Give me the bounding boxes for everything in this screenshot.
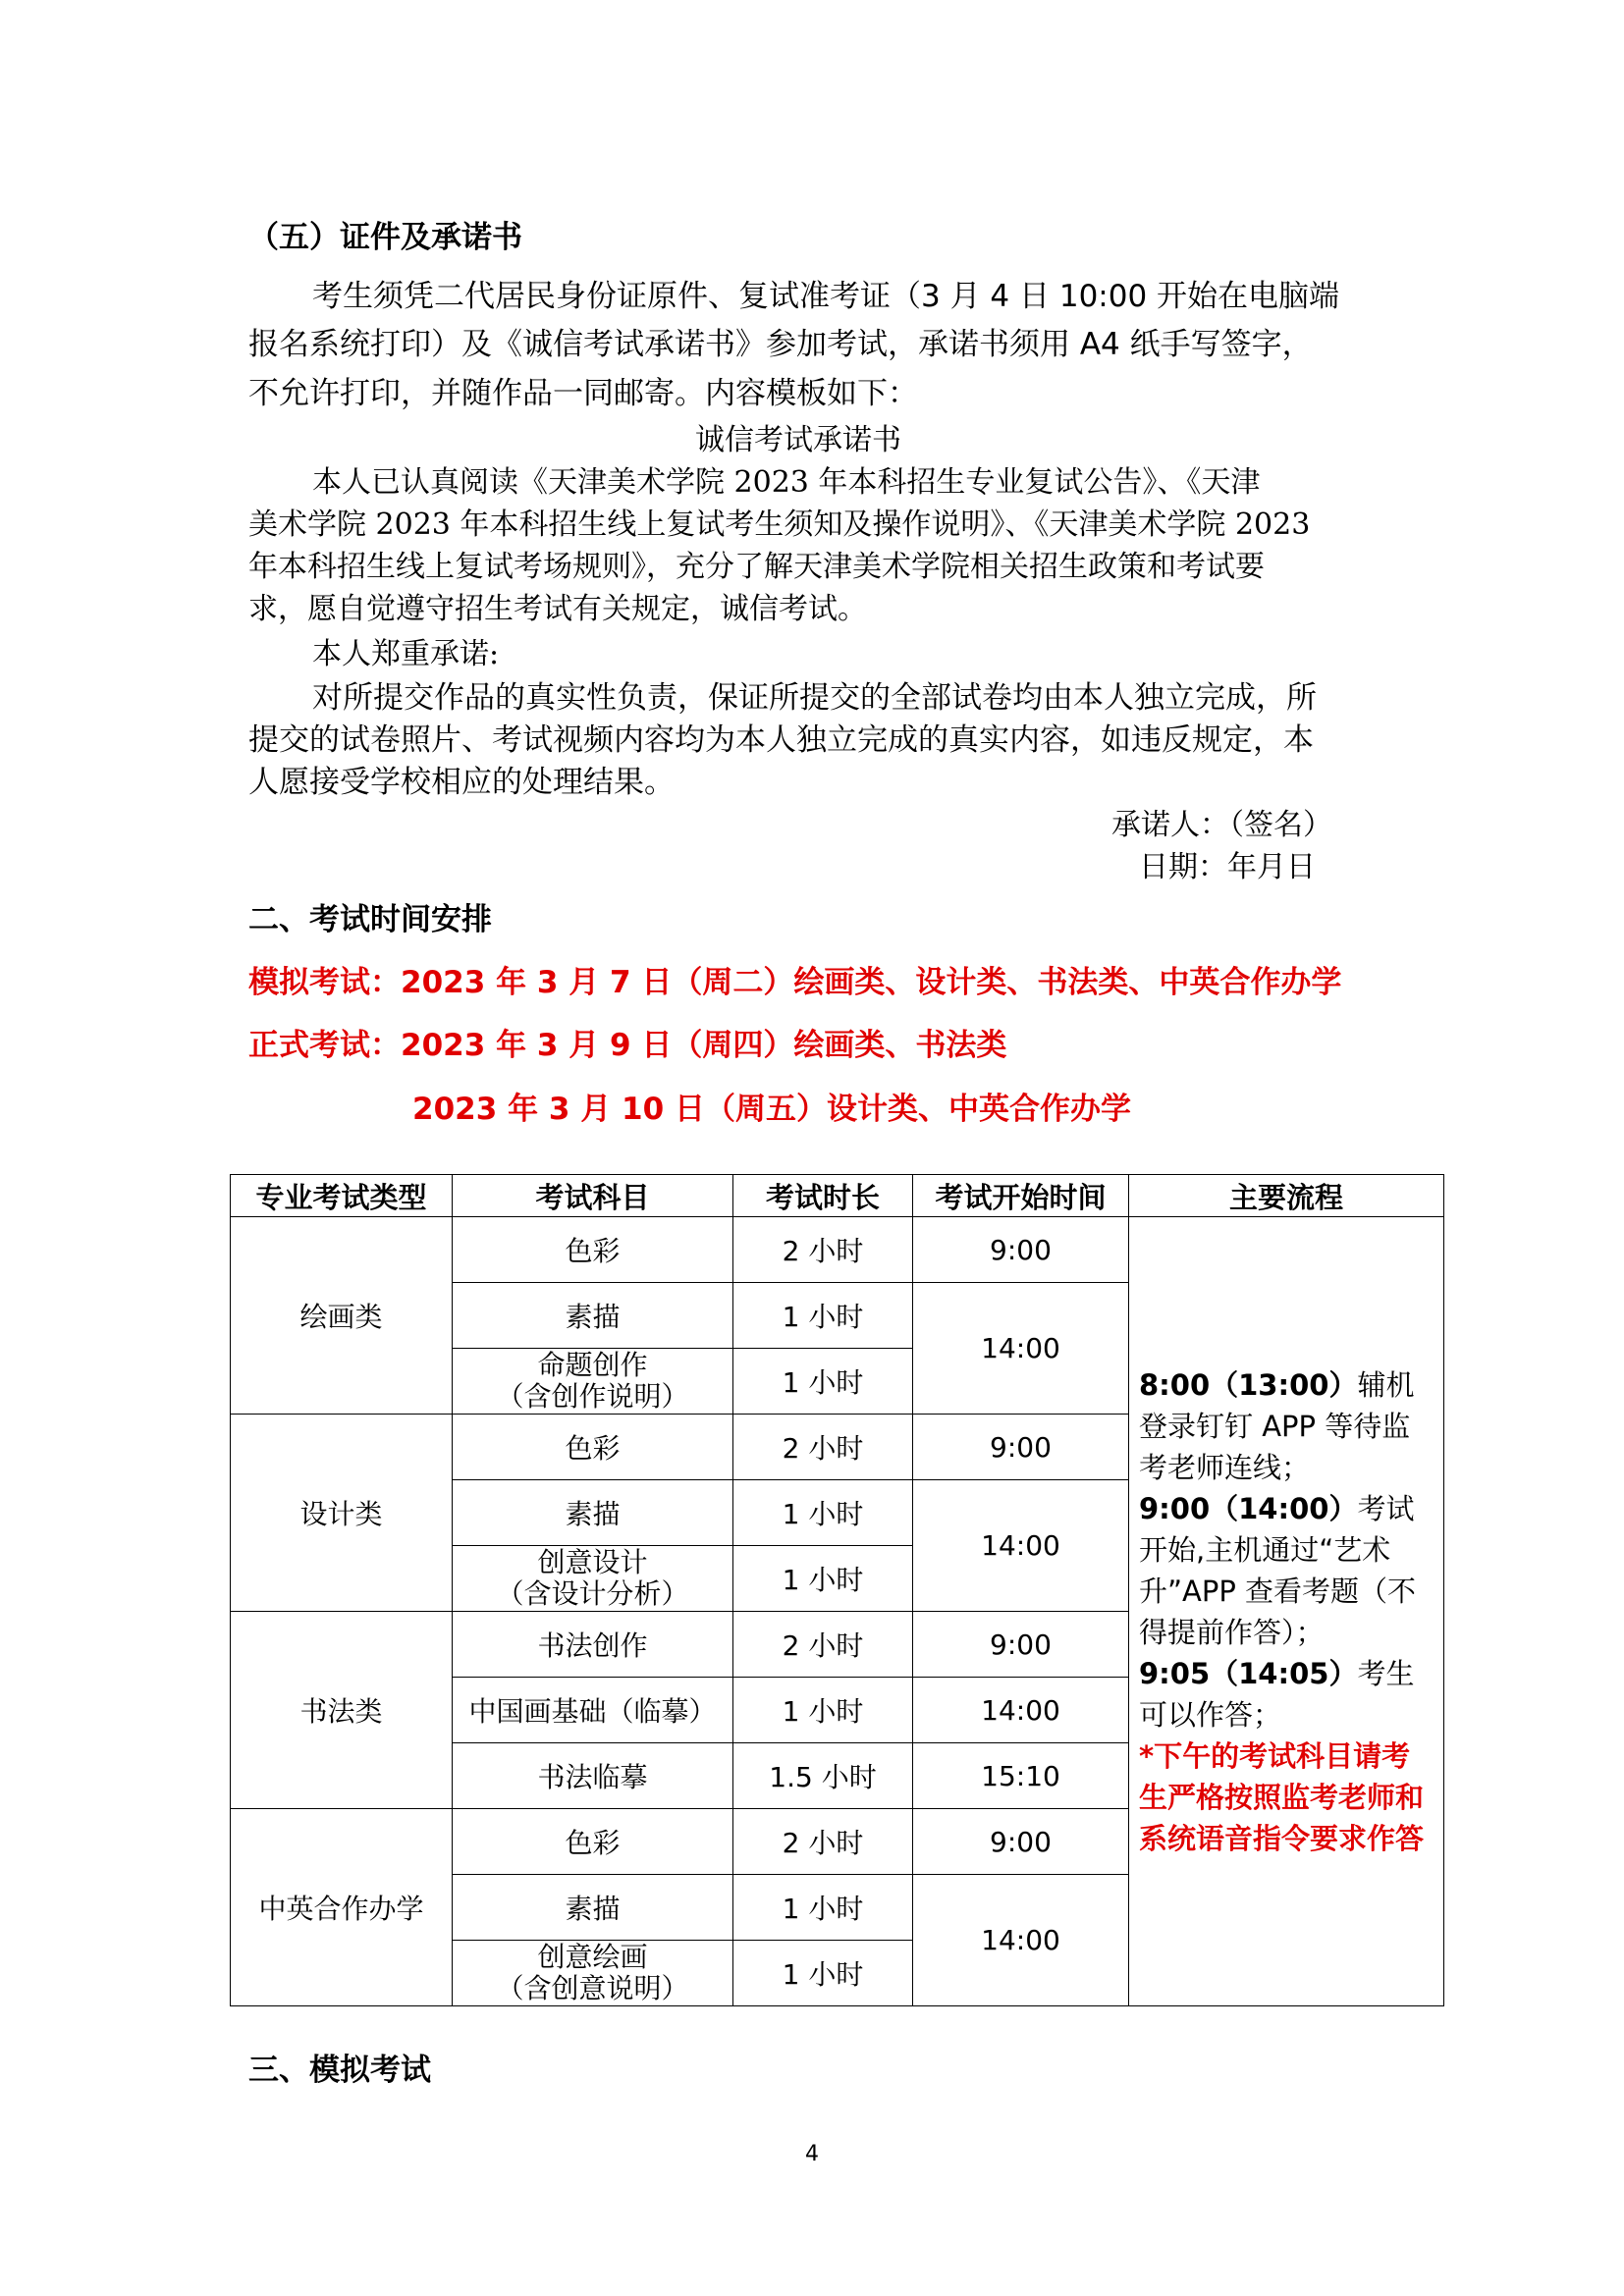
col-header-subject: 考试科目 <box>453 1175 733 1217</box>
pledge-p3-line-3: 人愿接受学校相应的处理结果。 <box>248 765 675 800</box>
subject-cell: 书法创作 <box>453 1612 733 1678</box>
pledge-p1-line-4: 求，愿自觉遵守招生考试有关规定，诚信考试。 <box>248 592 867 626</box>
duration-cell: 2 小时 <box>733 1217 913 1283</box>
start-time-cell: 14:00 <box>913 1480 1129 1612</box>
page-number: 4 <box>805 2142 819 2166</box>
subject-cell: 书法临摹 <box>453 1743 733 1809</box>
col-header-start: 考试开始时间 <box>913 1175 1129 1217</box>
duration-cell: 2 小时 <box>733 1809 913 1875</box>
formal-exam-line-1: 正式考试：2023 年 3 月 9 日（周四）绘画类、书法类 <box>248 1028 1007 1063</box>
intro-line-3: 不允许打印，并随作品一同邮寄。内容模板如下： <box>248 376 918 411</box>
start-time-cell: 14:00 <box>913 1875 1129 2006</box>
mock-exam-line: 模拟考试：2023 年 3 月 7 日（周二）绘画类、设计类、书法类、中英合作办学 <box>248 965 1342 1000</box>
start-time-cell: 9:00 <box>913 1809 1129 1875</box>
subject-cell: 素描 <box>453 1283 733 1349</box>
pledge-p1-line-1: 本人已认真阅读《天津美术学院 2023 年本科招生专业复试公告》、《天津 <box>312 465 1261 500</box>
duration-cell: 1 小时 <box>733 1283 913 1349</box>
pledge-p1-line-3: 年本科招生线上复试考场规则》，充分了解天津美术学院相关招生政策和考试要 <box>248 550 1265 584</box>
pledge-p3-line-1: 对所提交作品的真实性负责，保证所提交的全部试卷均由本人独立完成，所 <box>312 680 1317 716</box>
table-header-row <box>231 1175 1444 1217</box>
col-header-flow: 主要流程 <box>1129 1175 1444 1217</box>
flow-step-1 <box>1139 1364 1434 1488</box>
pledge-p2: 本人郑重承诺: <box>312 637 500 671</box>
subject-note: （含设计分析） <box>496 1577 689 1610</box>
duration-cell: 1 小时 <box>733 1349 913 1415</box>
flow-step-2 <box>1139 1488 1434 1653</box>
flow-step-1-text: 辅机登录钉钉 APP 等待监考老师连线； <box>1139 1367 1415 1484</box>
duration-cell: 2 小时 <box>733 1415 913 1480</box>
subject-note: （含创作说明） <box>496 1380 689 1413</box>
duration-cell: 1.5 小时 <box>733 1743 913 1809</box>
flow-step-3-text: 考生可以作答； <box>1139 1656 1415 1732</box>
pledge-title: 诚信考试承诺书 <box>695 423 901 457</box>
exam-type-cell: 书法类 <box>231 1612 453 1809</box>
start-time-cell: 9:00 <box>913 1612 1129 1678</box>
subject-cell: 素描 <box>453 1875 733 1941</box>
exam-type-cell: 绘画类 <box>231 1217 453 1415</box>
duration-cell: 1 小时 <box>733 1875 913 1941</box>
duration-cell: 1 小时 <box>733 1546 913 1612</box>
section5-heading: （五）证件及承诺书 <box>248 220 522 255</box>
flow-step-1-time: 8:00（13:00） <box>1139 1367 1358 1402</box>
subject-cell: 色彩 <box>453 1217 733 1283</box>
pledge-date: 日期：年月日 <box>1139 850 1316 884</box>
table-row <box>231 1217 1444 1283</box>
start-time-cell: 14:00 <box>913 1283 1129 1415</box>
pledge-p1-line-2: 美术学院 2023 年本科招生线上复试考生须知及操作说明》、《天津美术学院 2023 <box>248 507 1311 542</box>
subject-cell <box>453 1941 733 2006</box>
subject-cell: 中国画基础（临摹） <box>453 1678 733 1743</box>
duration-cell: 1 小时 <box>733 1678 913 1743</box>
start-time-cell: 14:00 <box>913 1678 1129 1743</box>
subject-cell: 色彩 <box>453 1415 733 1480</box>
subject-note: （含创意说明） <box>496 1972 689 2004</box>
section2-heading: 二、考试时间安排 <box>248 902 492 937</box>
subject-cell: 素描 <box>453 1480 733 1546</box>
flow-step-3 <box>1139 1653 1434 1735</box>
duration-cell: 1 小时 <box>733 1941 913 2006</box>
flow-step-3-time: 9:05（14:05） <box>1139 1656 1358 1690</box>
flow-step-2-time: 9:00（14:00） <box>1139 1491 1358 1525</box>
subject-line: 命题创作 <box>537 1349 648 1381</box>
subject-cell <box>453 1349 733 1415</box>
start-time-cell: 9:00 <box>913 1415 1129 1480</box>
exam-type-cell: 中英合作办学 <box>231 1809 453 2006</box>
intro-line-2: 报名系统打印）及《诚信考试承诺书》参加考试，承诺书须用 A4 纸手写签字， <box>248 327 1313 362</box>
subject-line: 创意绘画 <box>537 1941 648 1973</box>
flow-step-2-text: 考试开始,主机通过“艺术升”APP 查看考题（不得提前作答）； <box>1139 1491 1417 1649</box>
subject-cell <box>453 1546 733 1612</box>
main-flow-cell <box>1129 1217 1444 2006</box>
exam-schedule-table <box>230 1174 1444 2006</box>
duration-cell: 1 小时 <box>733 1480 913 1546</box>
section3-heading: 三、模拟考试 <box>248 2053 431 2088</box>
pledge-p3-line-2: 提交的试卷照片、考试视频内容均为本人独立完成的真实内容，如违反规定，本 <box>248 722 1314 758</box>
exam-type-cell: 设计类 <box>231 1415 453 1612</box>
col-header-duration: 考试时长 <box>733 1175 913 1217</box>
subject-line: 创意设计 <box>537 1546 648 1578</box>
subject-cell: 色彩 <box>453 1809 733 1875</box>
start-time-cell: 9:00 <box>913 1217 1129 1283</box>
flow-warning: *下午的考试科目请考生严格按照监考老师和系统语音指令要求作答 <box>1139 1738 1425 1855</box>
formal-exam-line-2: 2023 年 3 月 10 日（周五）设计类、中英合作办学 <box>412 1092 1131 1127</box>
col-header-type: 专业考试类型 <box>231 1175 453 1217</box>
duration-cell: 2 小时 <box>733 1612 913 1678</box>
pledge-signer: 承诺人：（签名） <box>1111 808 1332 842</box>
intro-line-1: 考生须凭二代居民身份证原件、复试准考证（3 月 4 日 10:00 开始在电脑端 <box>312 279 1340 314</box>
start-time-cell: 15:10 <box>913 1743 1129 1809</box>
